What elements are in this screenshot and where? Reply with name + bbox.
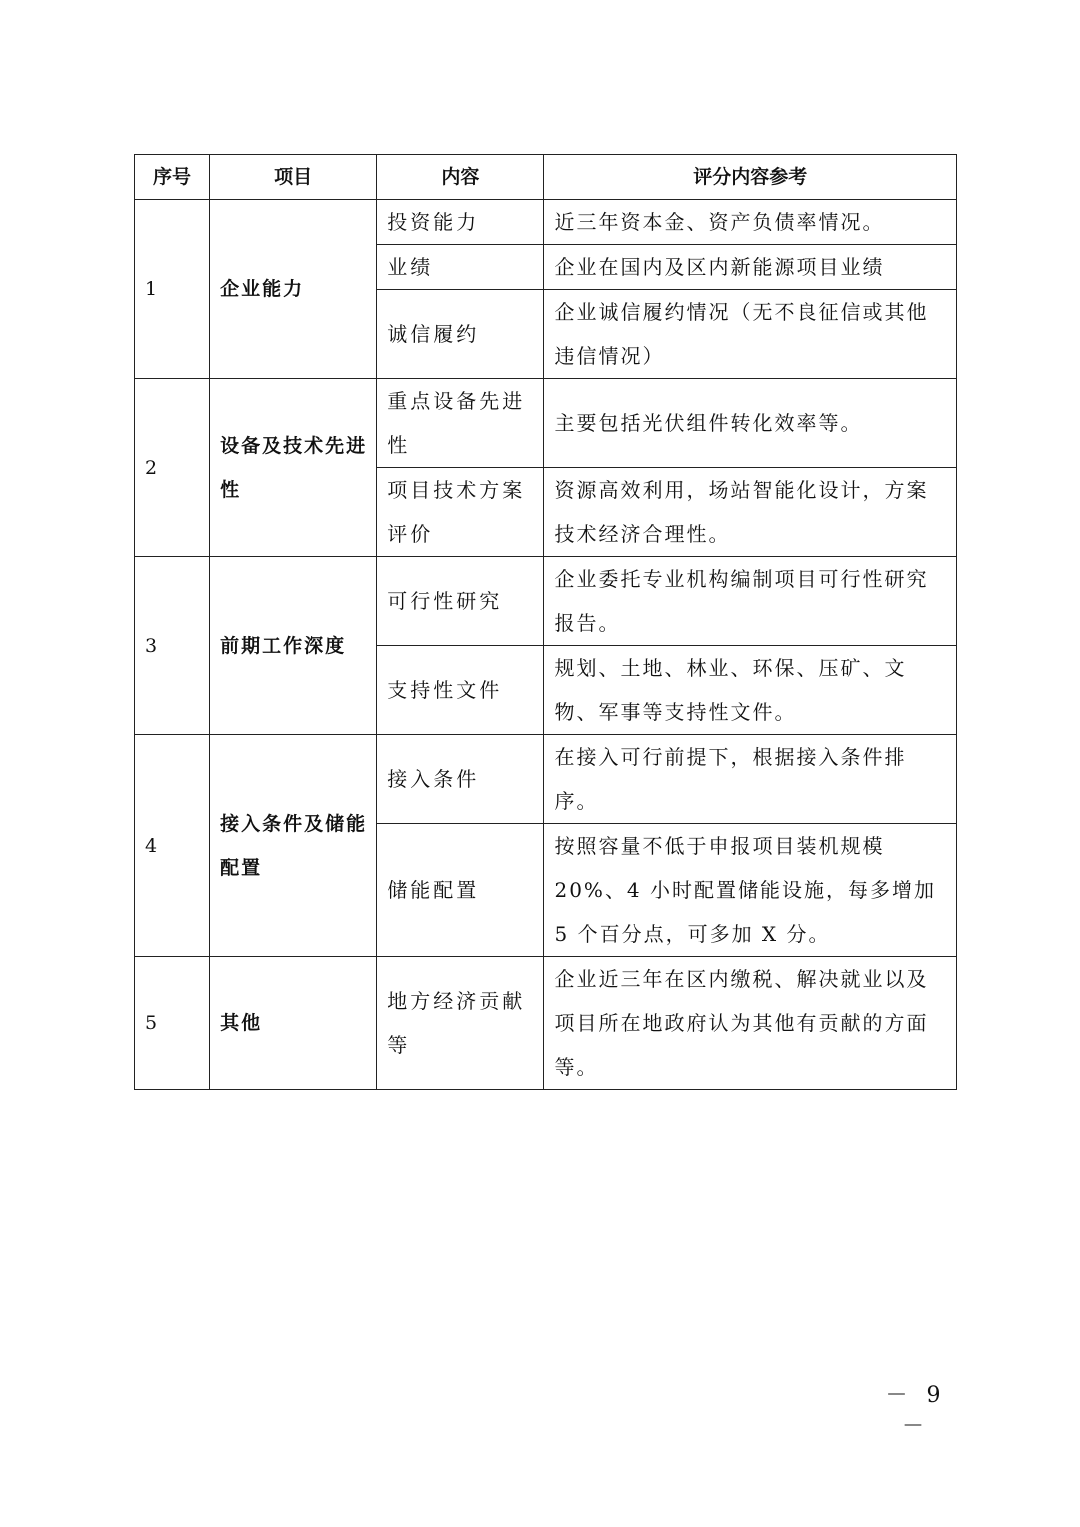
row-number: 1 — [135, 200, 210, 379]
row-number: 2 — [135, 379, 210, 557]
row-ref: 企业在国内及区内新能源项目业绩 — [544, 245, 957, 290]
row-content: 支持性文件 — [377, 646, 544, 735]
table-header-row — [135, 155, 957, 200]
scoring-table — [134, 154, 957, 1090]
row-item: 前期工作深度 — [210, 557, 377, 735]
row-number: 5 — [135, 957, 210, 1090]
row-ref: 按照容量不低于申报项目装机规模 20%、4 小时配置储能设施，每多增加 5 个百分点，可多加 X 分。 — [544, 824, 957, 957]
table-row — [135, 557, 957, 646]
row-ref: 企业诚信履约情况（无不良征信或其他违信情况） — [544, 290, 957, 379]
row-content: 接入条件 — [377, 735, 544, 824]
row-ref: 近三年资本金、资产负债率情况。 — [544, 200, 957, 245]
row-item: 企业能力 — [210, 200, 377, 379]
row-ref: 资源高效利用，场站智能化设计，方案技术经济合理性。 — [544, 468, 957, 557]
row-item: 设备及技术先进性 — [210, 379, 377, 557]
header-item: 项目 — [210, 155, 377, 200]
row-number: 4 — [135, 735, 210, 957]
row-item: 其他 — [210, 957, 377, 1090]
header-content: 内容 — [377, 155, 544, 200]
row-ref: 主要包括光伏组件转化效率等。 — [544, 379, 957, 468]
row-ref: 企业委托专业机构编制项目可行性研究报告。 — [544, 557, 957, 646]
table-row — [135, 957, 957, 1090]
row-content: 可行性研究 — [377, 557, 544, 646]
row-content: 业绩 — [377, 245, 544, 290]
row-content: 项目技术方案评价 — [377, 468, 544, 557]
row-content: 地方经济贡献等 — [377, 957, 544, 1090]
page-number: － 9 － — [885, 1383, 947, 1439]
row-content: 储能配置 — [377, 824, 544, 957]
table-row — [135, 200, 957, 245]
row-content: 诚信履约 — [377, 290, 544, 379]
table-row — [135, 735, 957, 824]
header-no: 序号 — [135, 155, 210, 200]
row-ref: 规划、土地、林业、环保、压矿、文物、军事等支持性文件。 — [544, 646, 957, 735]
row-ref: 企业近三年在区内缴税、解决就业以及项目所在地政府认为其他有贡献的方面等。 — [544, 957, 957, 1090]
row-ref: 在接入可行前提下，根据接入条件排序。 — [544, 735, 957, 824]
header-ref: 评分内容参考 — [544, 155, 957, 200]
row-number: 3 — [135, 557, 210, 735]
row-content: 投资能力 — [377, 200, 544, 245]
row-content: 重点设备先进性 — [377, 379, 544, 468]
table-row — [135, 379, 957, 468]
row-item: 接入条件及储能配置 — [210, 735, 377, 957]
